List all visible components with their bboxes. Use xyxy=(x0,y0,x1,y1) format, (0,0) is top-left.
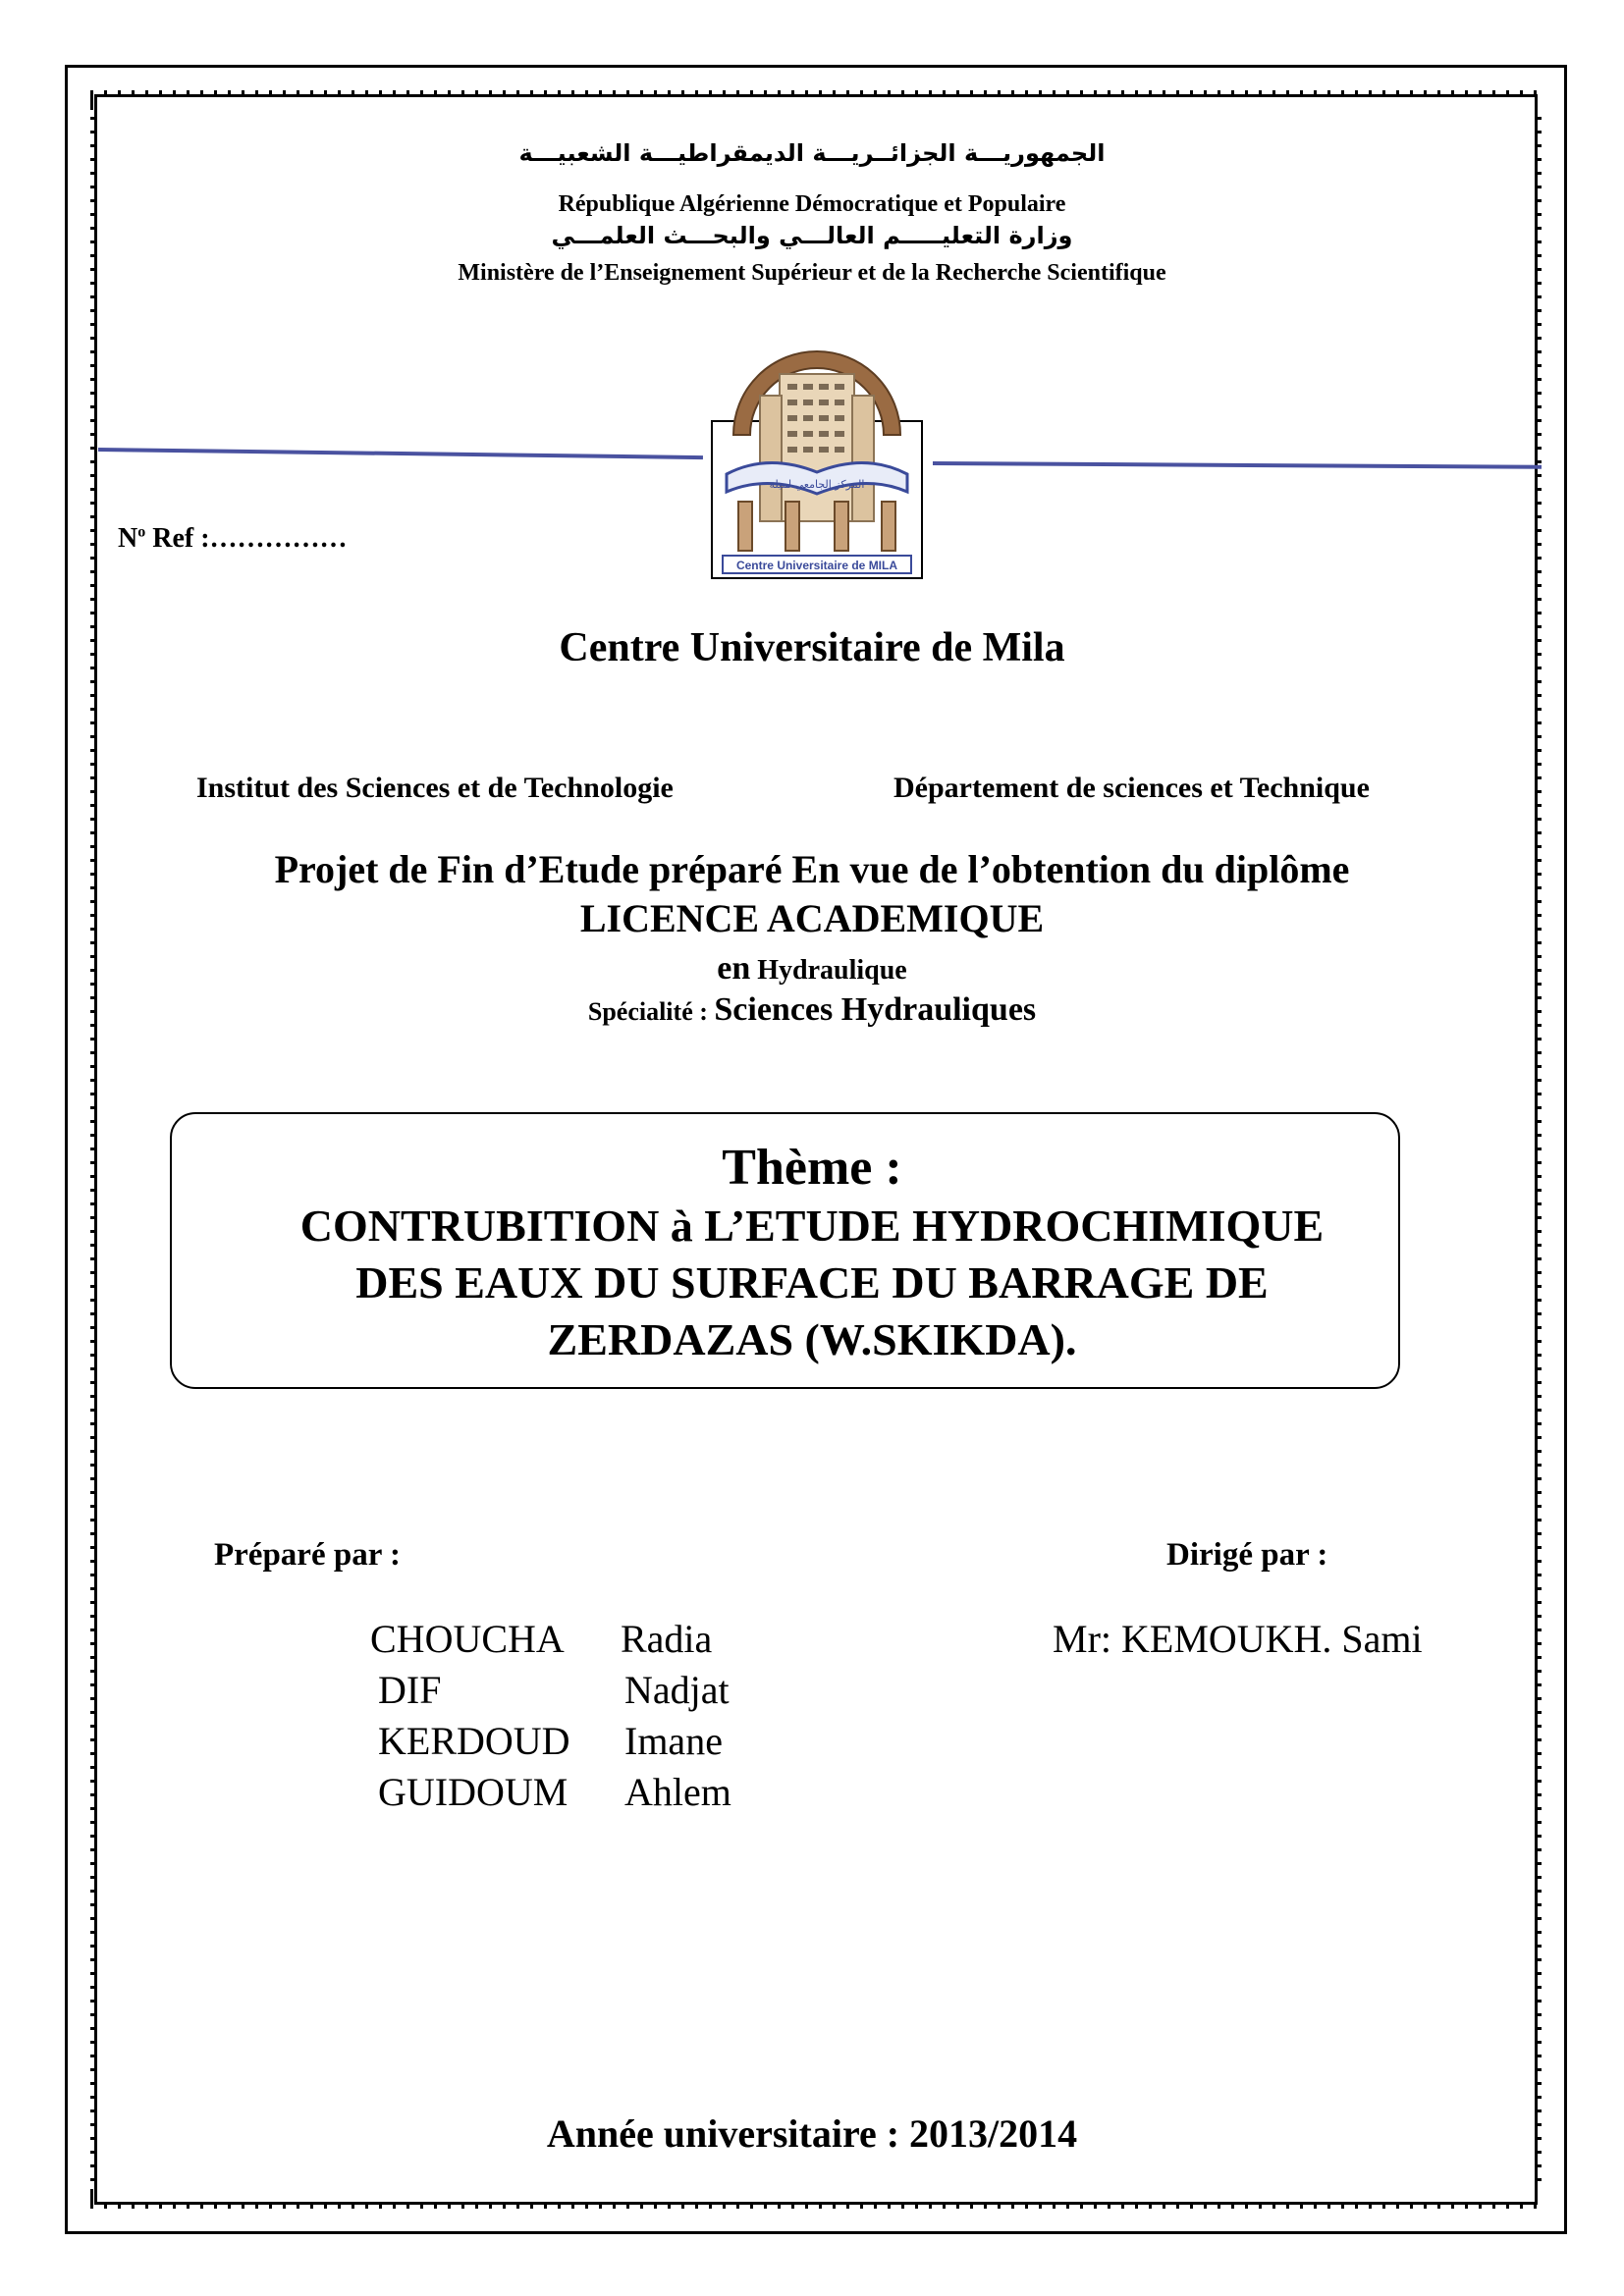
prepared-by-label: Préparé par : xyxy=(214,1537,401,1573)
logo-caption: Centre Universitaire de MILA xyxy=(735,559,898,572)
student-first-name: Ahlem xyxy=(624,1770,731,1814)
arabic-republic-title: الجمهوريـــة الجزائــريـــة الديمقراطيـــة الشعبيـــة xyxy=(518,139,1106,167)
directed-by-label: Dirigé par : xyxy=(1166,1537,1328,1573)
university-logo xyxy=(709,327,925,582)
theme-line-1: CONTRUBITION à L’ETUDE HYDROCHIMIQUE xyxy=(299,1201,1325,1251)
arabic-ministry-title: وزارة التعليـــــم العالـــي والبحـــث العلمـــي xyxy=(551,222,1073,249)
academic-year: Année universitaire : 2013/2014 xyxy=(546,2111,1078,2156)
field-line: en Hydraulique xyxy=(717,950,907,987)
student-first-name: Nadjat xyxy=(624,1668,730,1712)
theme-label: Thème : xyxy=(722,1140,902,1196)
student-last-name: DIF xyxy=(378,1668,442,1712)
republic-title: République Algérienne Démocratique et Populaire xyxy=(558,191,1066,217)
student-last-name: GUIDOUM xyxy=(378,1770,568,1814)
licence-title: LICENCE ACADEMIQUE xyxy=(579,896,1045,940)
supervisor-name: Mr: KEMOUKH. Sami xyxy=(1053,1617,1423,1661)
student-last-name: KERDOUD xyxy=(378,1719,570,1763)
specialite-line: Spécialité : Sciences Hydrauliques xyxy=(587,991,1037,1028)
student-last-name: CHOUCHA xyxy=(370,1617,565,1661)
student-first-name: Imane xyxy=(624,1719,723,1763)
theme-line-2: DES EAUX DU SURFACE DU BARRAGE DE xyxy=(355,1257,1269,1308)
logo-arabic-caption: المركز الجامعي لميلة xyxy=(769,478,865,491)
institut-name: Institut des Sciences et de Technologie xyxy=(196,772,674,804)
departement-name: Département de sciences et Technique xyxy=(893,772,1370,804)
institution-name: Centre Universitaire de Mila xyxy=(559,625,1065,670)
reference-number: $N^o$ Ref :…………… xyxy=(118,523,348,554)
ministry-title: Ministère de l’Enseignement Supérieur et de la Recherche Scientifique xyxy=(458,260,1166,286)
theme-line-3: ZERDAZAS (W.SKIKDA). xyxy=(547,1314,1077,1364)
student-first-name: Radia xyxy=(621,1617,713,1661)
diploma-line: Projet de Fin d’Etude préparé En vue de l’obtention du diplôme xyxy=(274,847,1350,891)
